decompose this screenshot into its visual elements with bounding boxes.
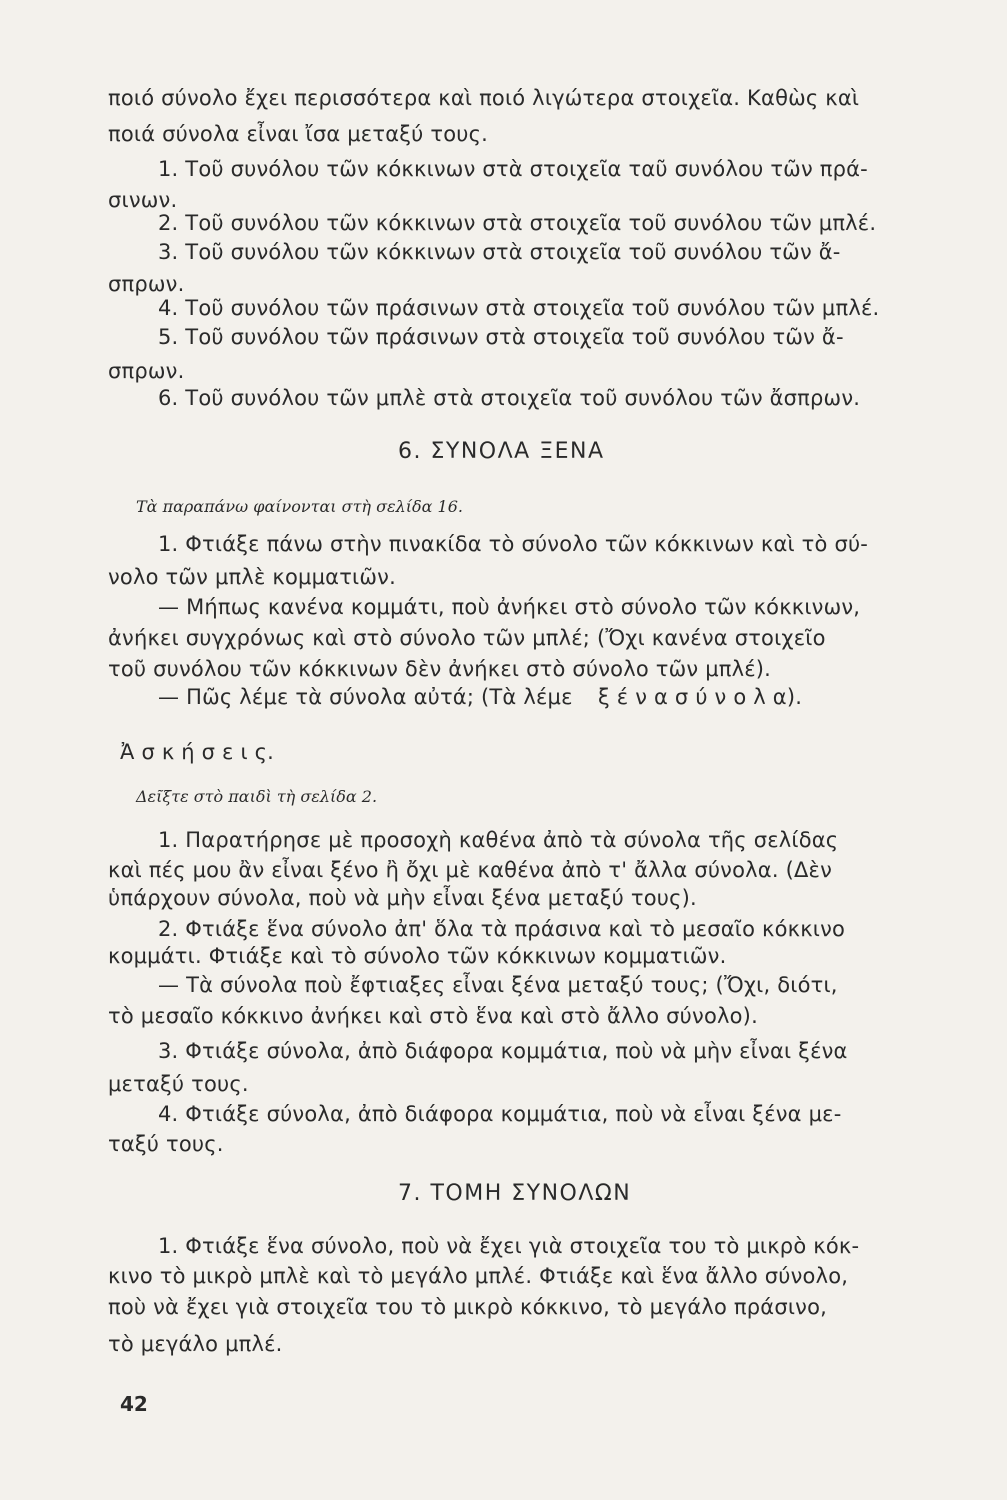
text-line: σπρων. xyxy=(108,272,185,296)
text-line: ποιό σύνολο ἔχει περισσότερα καὶ ποιό λιγώτερα στοιχεῖα. Καθὼς καὶ xyxy=(108,86,860,110)
text-line: 1. Παρατήρησε μὲ προσοχὴ καθένα ἀπὸ τὰ σύνολα τῆς σελίδας xyxy=(158,828,839,852)
section-note: Τὰ παραπάνω φαίνονται στὴ σελίδα 16. xyxy=(136,497,463,516)
list-item: 6. Τοῦ συνόλου τῶν μπλὲ στὰ στοιχεῖα τοῦ συνόλου τῶν ἄσπρων. xyxy=(158,386,861,410)
text-line: ταξύ τους. xyxy=(108,1132,224,1156)
text-line: 4. Φτιάξε σύνολα, ἀπὸ διάφορα κομμάτια, ποὺ νὰ εἶναι ξένα με- xyxy=(158,1102,842,1126)
text-line: καὶ πές μου ἂν εἶναι ξένο ἢ ὄχι μὲ καθένα ἀπὸ τ' ἄλλα σύνολα. (Δὲν xyxy=(108,858,833,882)
text-line: ὑπάρχουν σύνολα, ποὺ νὰ μὴν εἶναι ξένα μεταξύ τους). xyxy=(108,886,697,910)
list-item: 2. Τοῦ συνόλου τῶν κόκκινων στὰ στοιχεῖα τοῦ συνόλου τῶν μπλέ. xyxy=(158,211,877,235)
emphasized-term: ξ έ ν α σ ύ ν ο λ α). xyxy=(598,685,803,709)
text-line: νολο τῶν μπλὲ κομματιῶν. xyxy=(108,565,396,589)
text-line: ποιά σύνολα εἶναι ἴσα μεταξύ τους. xyxy=(108,122,489,146)
section-heading: 7. ΤΟΜΗ ΣΥΝΟΛΩΝ xyxy=(398,1181,632,1206)
page-number: 42 xyxy=(120,1392,148,1416)
section-heading: 6. ΣΥΝΟΛΑ ΞΕΝΑ xyxy=(398,439,605,464)
text-line: κομμάτι. Φτιάξε καὶ τὸ σύνολο τῶν κόκκινων κομματιῶν. xyxy=(108,944,727,968)
text-line: ἀνήκει συγχρόνως καὶ στὸ σύνολο τῶν μπλέ; (Ὄχι κανένα στοιχεῖο xyxy=(108,626,826,650)
list-item: 5. Τοῦ συνόλου τῶν πράσινων στὰ στοιχεῖα τοῦ συνόλου τῶν ἄ- xyxy=(158,325,844,349)
text-line: — Μήπως κανένα κομμάτι, ποὺ ἀνήκει στὸ σύνολο τῶν κόκκινων, xyxy=(158,595,861,619)
text-line: 1. Φτιάξε πάνω στὴν πινακίδα τὸ σύνολο τῶν κόκκινων καὶ τὸ σύ- xyxy=(158,532,869,556)
exercises-note: Δεῖξτε στὸ παιδὶ τὴ σελίδα 2. xyxy=(136,787,378,806)
exercises-heading: Ἀ σ κ ή σ ε ι ς. xyxy=(120,740,275,764)
text-line: σπρων. xyxy=(108,359,185,383)
list-item: 1. Τοῦ συνόλου τῶν κόκκινων στὰ στοιχεῖα ταῦ συνόλου τῶν πρά- xyxy=(158,157,868,181)
text-line: 1. Φτιάξε ἕνα σύνολο, ποὺ νὰ ἔχει γιὰ στοιχεῖα του τὸ μικρὸ κόκ- xyxy=(158,1234,860,1258)
text-line: τοῦ συνόλου τῶν κόκκινων δὲν ἀνήκει στὸ σύνολο τῶν μπλέ). xyxy=(108,657,772,681)
text-line: τὸ μεσαῖο κόκκινο ἀνήκει καὶ στὸ ἕνα καὶ στὸ ἄλλο σύνολο). xyxy=(108,1004,758,1028)
text-line: — Πῶς λέμε τὰ σύνολα αὐτά; (Τὰ λέμε xyxy=(158,685,573,709)
text-line: — Τὰ σύνολα ποὺ ἔφτιαξες εἶναι ξένα μεταξύ τους; (Ὄχι, διότι, xyxy=(158,973,838,997)
text-line: σινων. xyxy=(108,188,178,212)
text-line: μεταξύ τους. xyxy=(108,1072,249,1096)
text-line: 2. Φτιάξε ἕνα σύνολο ἀπ' ὅλα τὰ πράσινα καὶ τὸ μεσαῖο κόκκινο xyxy=(158,917,846,941)
list-item: 4. Τοῦ συνόλου τῶν πράσινων στὰ στοιχεῖα τοῦ συνόλου τῶν μπλέ. xyxy=(158,296,880,320)
text-line: 3. Φτιάξε σύνολα, ἀπὸ διάφορα κομμάτια, ποὺ νὰ μὴν εἶναι ξένα xyxy=(158,1039,848,1063)
text-line: ποὺ νὰ ἔχει γιὰ στοιχεῖα του τὸ μικρὸ κόκκινο, τὸ μεγάλο πράσινο, xyxy=(108,1295,828,1319)
text-line: κινο τὸ μικρὸ μπλὲ καὶ τὸ μεγάλο μπλέ. Φτιάξε καὶ ἕνα ἄλλο σύνολο, xyxy=(108,1264,849,1288)
list-item: 3. Τοῦ συνόλου τῶν κόκκινων στὰ στοιχεῖα τοῦ συνόλου τῶν ἄ- xyxy=(158,240,841,264)
text-line: τὸ μεγάλο μπλέ. xyxy=(108,1332,283,1356)
